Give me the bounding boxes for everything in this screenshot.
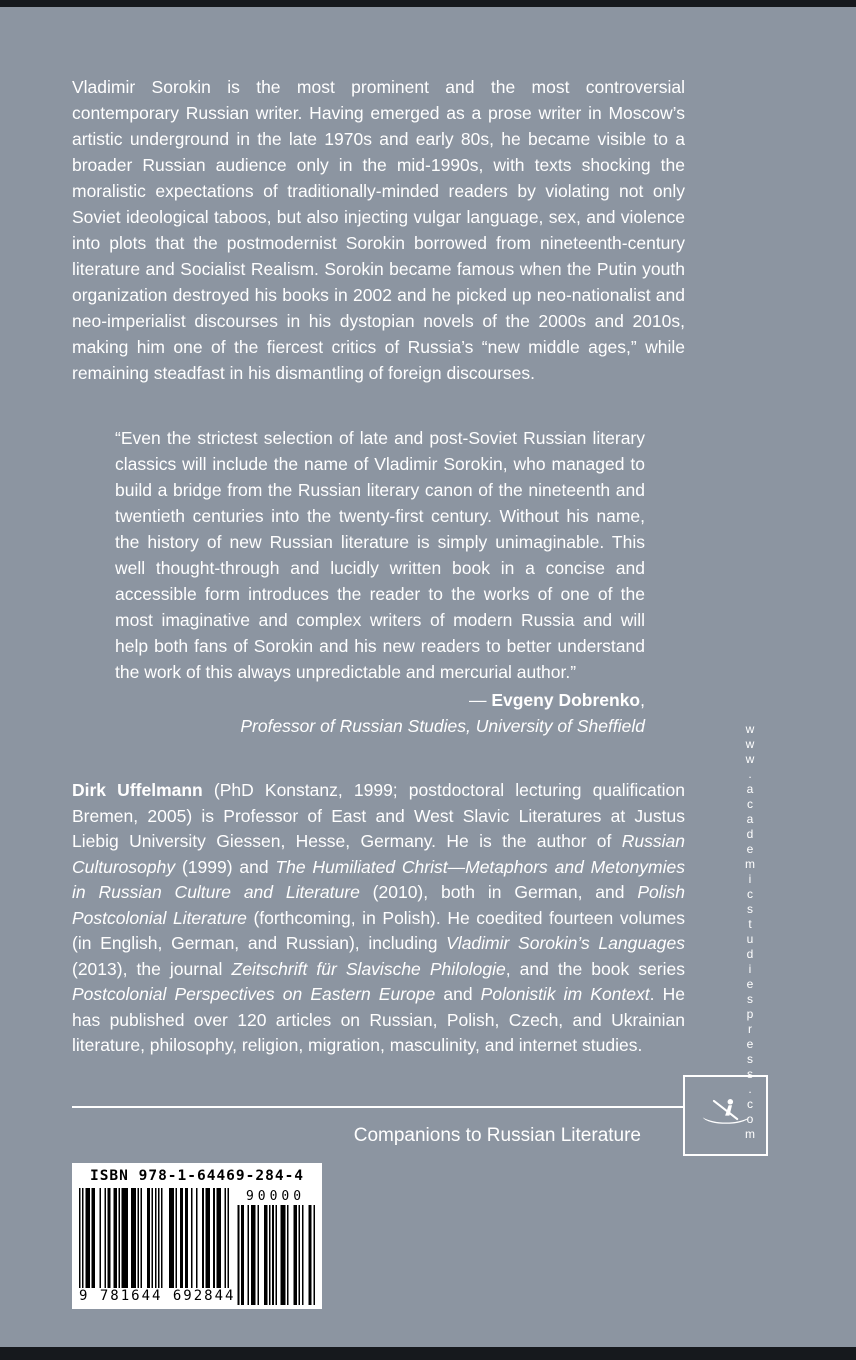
ean13-bars	[79, 1188, 229, 1288]
cover-bottom-edge	[0, 1347, 856, 1360]
author-description-paragraph: Vladimir Sorokin is the most prominent and the most controversial contemporary Russian writer. Having emerged as a prose writer in Moscow’s artistic underground in the late 1970s and early 80s, he became visible to a broader Russian audience only in the mid-1990s, with texts shocking the moralistic expectations of traditionally-minded readers by violating not only Soviet ideological taboos, but also injecting vulgar language, sex, and violence into plots that the postmodernist Sorokin borrowed from nineteenth-century literature and Socialist Realism. Sorokin became famous when the Putin youth organization destroyed his books in 2002 and he picked up neo-nationalist and neo-imperialist discourses in his dystopian novels of the 2000s and 2010s, making him one of the fiercest critics of Russia’s “new middle ages,” while remaining steadfast in his dismantling of foreign discourses.	[72, 77, 685, 383]
cover-top-edge	[0, 0, 856, 7]
quote-attribution-role: Professor of Russian Studies, University of Sheffield	[240, 716, 645, 736]
ean13-digits: 9 781644 692844	[79, 1288, 236, 1304]
addon-digits: 90000	[245, 1189, 306, 1204]
review-quote: “Even the strictest selection of late and post-Soviet Russian literary classics will include the name of Vladimir Sorokin, who managed to build a bridge from the Russian literary canon of the nineteenth and twentieth centuries into the twenty-first century. Without his name, the history of new Russian literature is simply unimaginable. This well thought-through and lucidly written book in a concise and accessible form introduces the reader to the works of one of the most imaginative and complex writers of modern Russia and will help both fans of Sorokin and his new readers to better understand the work of this always unpredictable and mercurial author.”	[115, 428, 645, 682]
ean13-barcode	[79, 1188, 236, 1305]
publisher-url-vertical: www.academicstudiespress.com	[743, 722, 757, 1142]
barcode-panel	[72, 1163, 322, 1309]
isbn-label: ISBN 978-1-64469-284-4	[89, 1168, 305, 1184]
back-cover-text-column	[72, 74, 685, 1059]
series-title: Companions to Russian Literature	[353, 1125, 641, 1146]
ean5-addon-barcode	[236, 1188, 315, 1305]
author-bio-paragraph: Dirk Uffelmann (PhD Konstanz, 1999; postdoctoral lecturing qualification Bremen, 2005) is Professor of East and West Slavic Literatures at Justus Liebig University Giessen, Hesse, Germany. He is the author of Russian Culturosophy (1999) and The Humiliated Christ—Metaphors and Metonymies in Russian Culture and Literature (2010), both in German, and Polish Postcolonial Literature (forthcoming, in Polish). He coedited fourteen volumes (in English, German, and Russian), including Vladimir Sorokin’s Languages (2013), the journal Zeitschrift für Slavische Philologie, and the book series Postcolonial Perspectives on Eastern Europe and Polonistik im Kontext. He has published over 120 articles on Russian, Polish, Czech, and Ukrainian literature, philosophy, religion, migration, masculinity, and internet studies.	[72, 780, 686, 1055]
barcode-body	[79, 1186, 315, 1305]
quote-attribution: — Evgeny Dobrenko,	[468, 690, 645, 710]
series-divider-rule	[72, 1106, 685, 1108]
addon-bars	[236, 1205, 315, 1305]
